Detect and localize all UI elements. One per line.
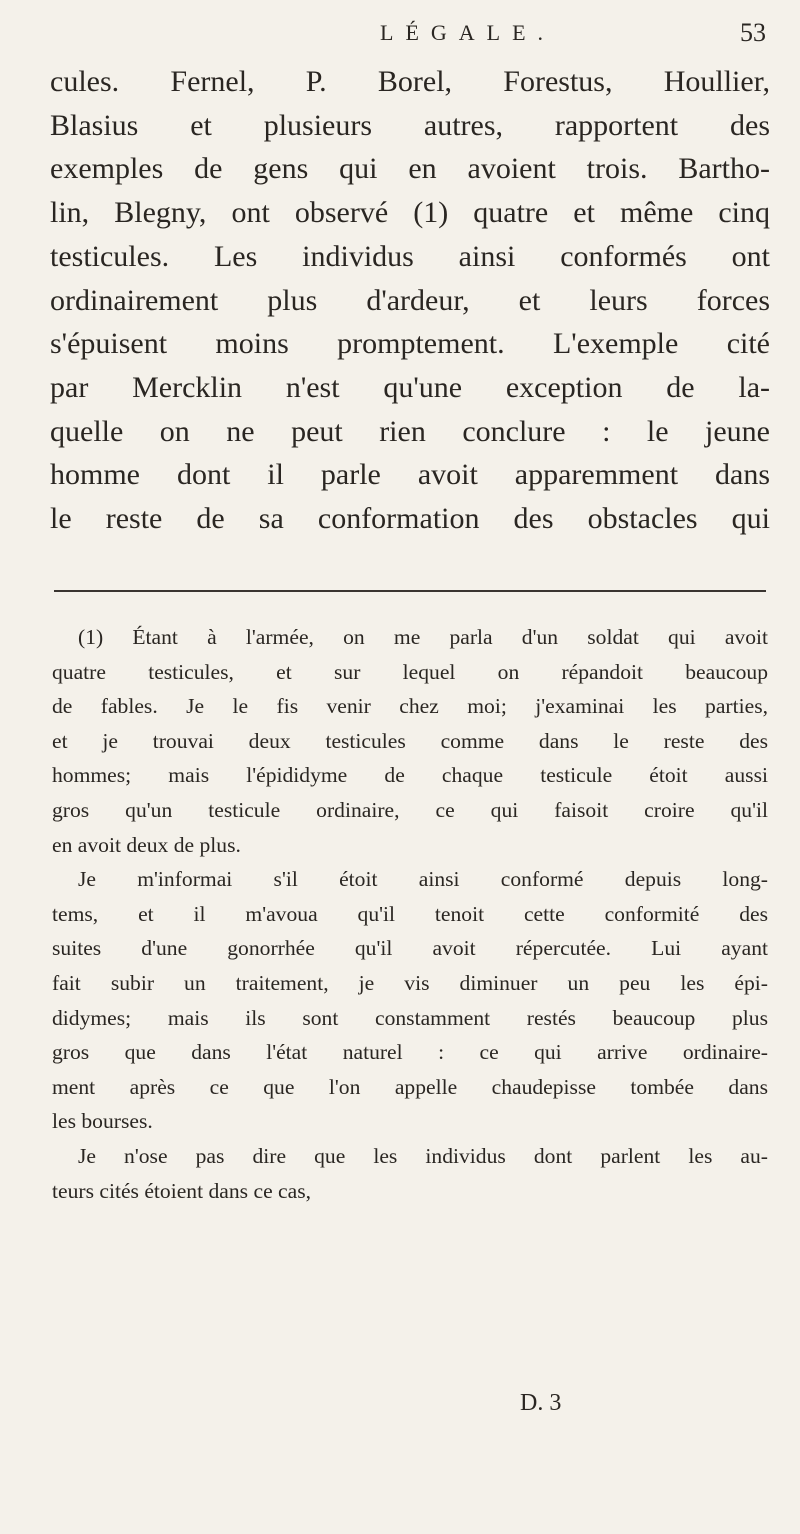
- footnote-line: les bourses.: [52, 1109, 153, 1134]
- footnote-line: teurs cités étoient dans ce cas,: [52, 1178, 312, 1203]
- footnote-line: gros qu'un testicule ordinaire, ce qui faisoit croire qu'il: [52, 797, 768, 822]
- footnote-line: hommes; mais l'épididyme de chaque testicule étoit aussi: [52, 763, 768, 788]
- body-line: exemples de gens qui en avoient trois. Bartho-: [50, 152, 770, 186]
- body-line: par Mercklin n'est qu'une exception de la-: [50, 370, 770, 404]
- footnote-line: Je n'ose pas dire que les individus dont parlent les au-: [78, 1143, 768, 1168]
- footnote-line: en avoit deux de plus.: [52, 832, 241, 857]
- body-line: homme dont il parle avoit apparemment dans: [50, 458, 770, 492]
- body-line: le reste de sa conformation des obstacles qui: [50, 502, 770, 536]
- footnote-line: et je trouvai deux testicules comme dans le reste des: [52, 728, 768, 753]
- page-number: 53: [740, 18, 766, 47]
- footnote-line: Je m'informai s'il étoit ainsi conformé depuis long-: [78, 867, 768, 892]
- footnote: [52, 620, 768, 1208]
- signature-mark: D. 3: [520, 1390, 562, 1416]
- footnote-line: fait subir un traitement, je vis diminuer un peu les épi-: [52, 970, 768, 995]
- footnote-line: didymes; mais ils sont constamment restés beaucoup plus: [52, 1005, 768, 1030]
- footnote-line: de fables. Je le fis venir chez moi; j'examinai les parties,: [52, 694, 768, 719]
- footnote-line: ment après ce que l'on appelle chaudepisse tombée dans: [52, 1074, 768, 1099]
- footnote-divider: [54, 590, 766, 592]
- body-line: cules. Fernel, P. Borel, Forestus, Houllier,: [50, 65, 770, 98]
- body-line: lin, Blegny, ont observé (1) quatre et même cinq: [50, 196, 770, 230]
- running-head: [0, 14, 800, 54]
- footnote-line: (1) Étant à l'armée, on me parla d'un soldat qui avoit: [78, 625, 768, 649]
- body-line: s'épuisent moins promptement. L'exemple cité: [50, 327, 770, 361]
- body-line: ordinairement plus d'ardeur, et leurs forces: [50, 283, 770, 317]
- body-line: quelle on ne peut rien conclure : le jeune: [50, 414, 770, 448]
- footnote-line: suites d'une gonorrhée qu'il avoit répercutée. Lui ayant: [52, 936, 768, 961]
- body-line: testicules. Les individus ainsi conformés ont: [50, 239, 770, 273]
- main-text: [50, 60, 770, 541]
- body-line: Blasius et plusieurs autres, rapportent des: [50, 108, 770, 142]
- running-title: LÉGALE.: [380, 20, 556, 45]
- footnote-line: quatre testicules, et sur lequel on répandoit beaucoup: [52, 659, 768, 684]
- footnote-line: gros que dans l'état naturel : ce qui arrive ordinaire-: [52, 1040, 768, 1065]
- footnote-line: tems, et il m'avoua qu'il tenoit cette conformité des: [52, 901, 768, 926]
